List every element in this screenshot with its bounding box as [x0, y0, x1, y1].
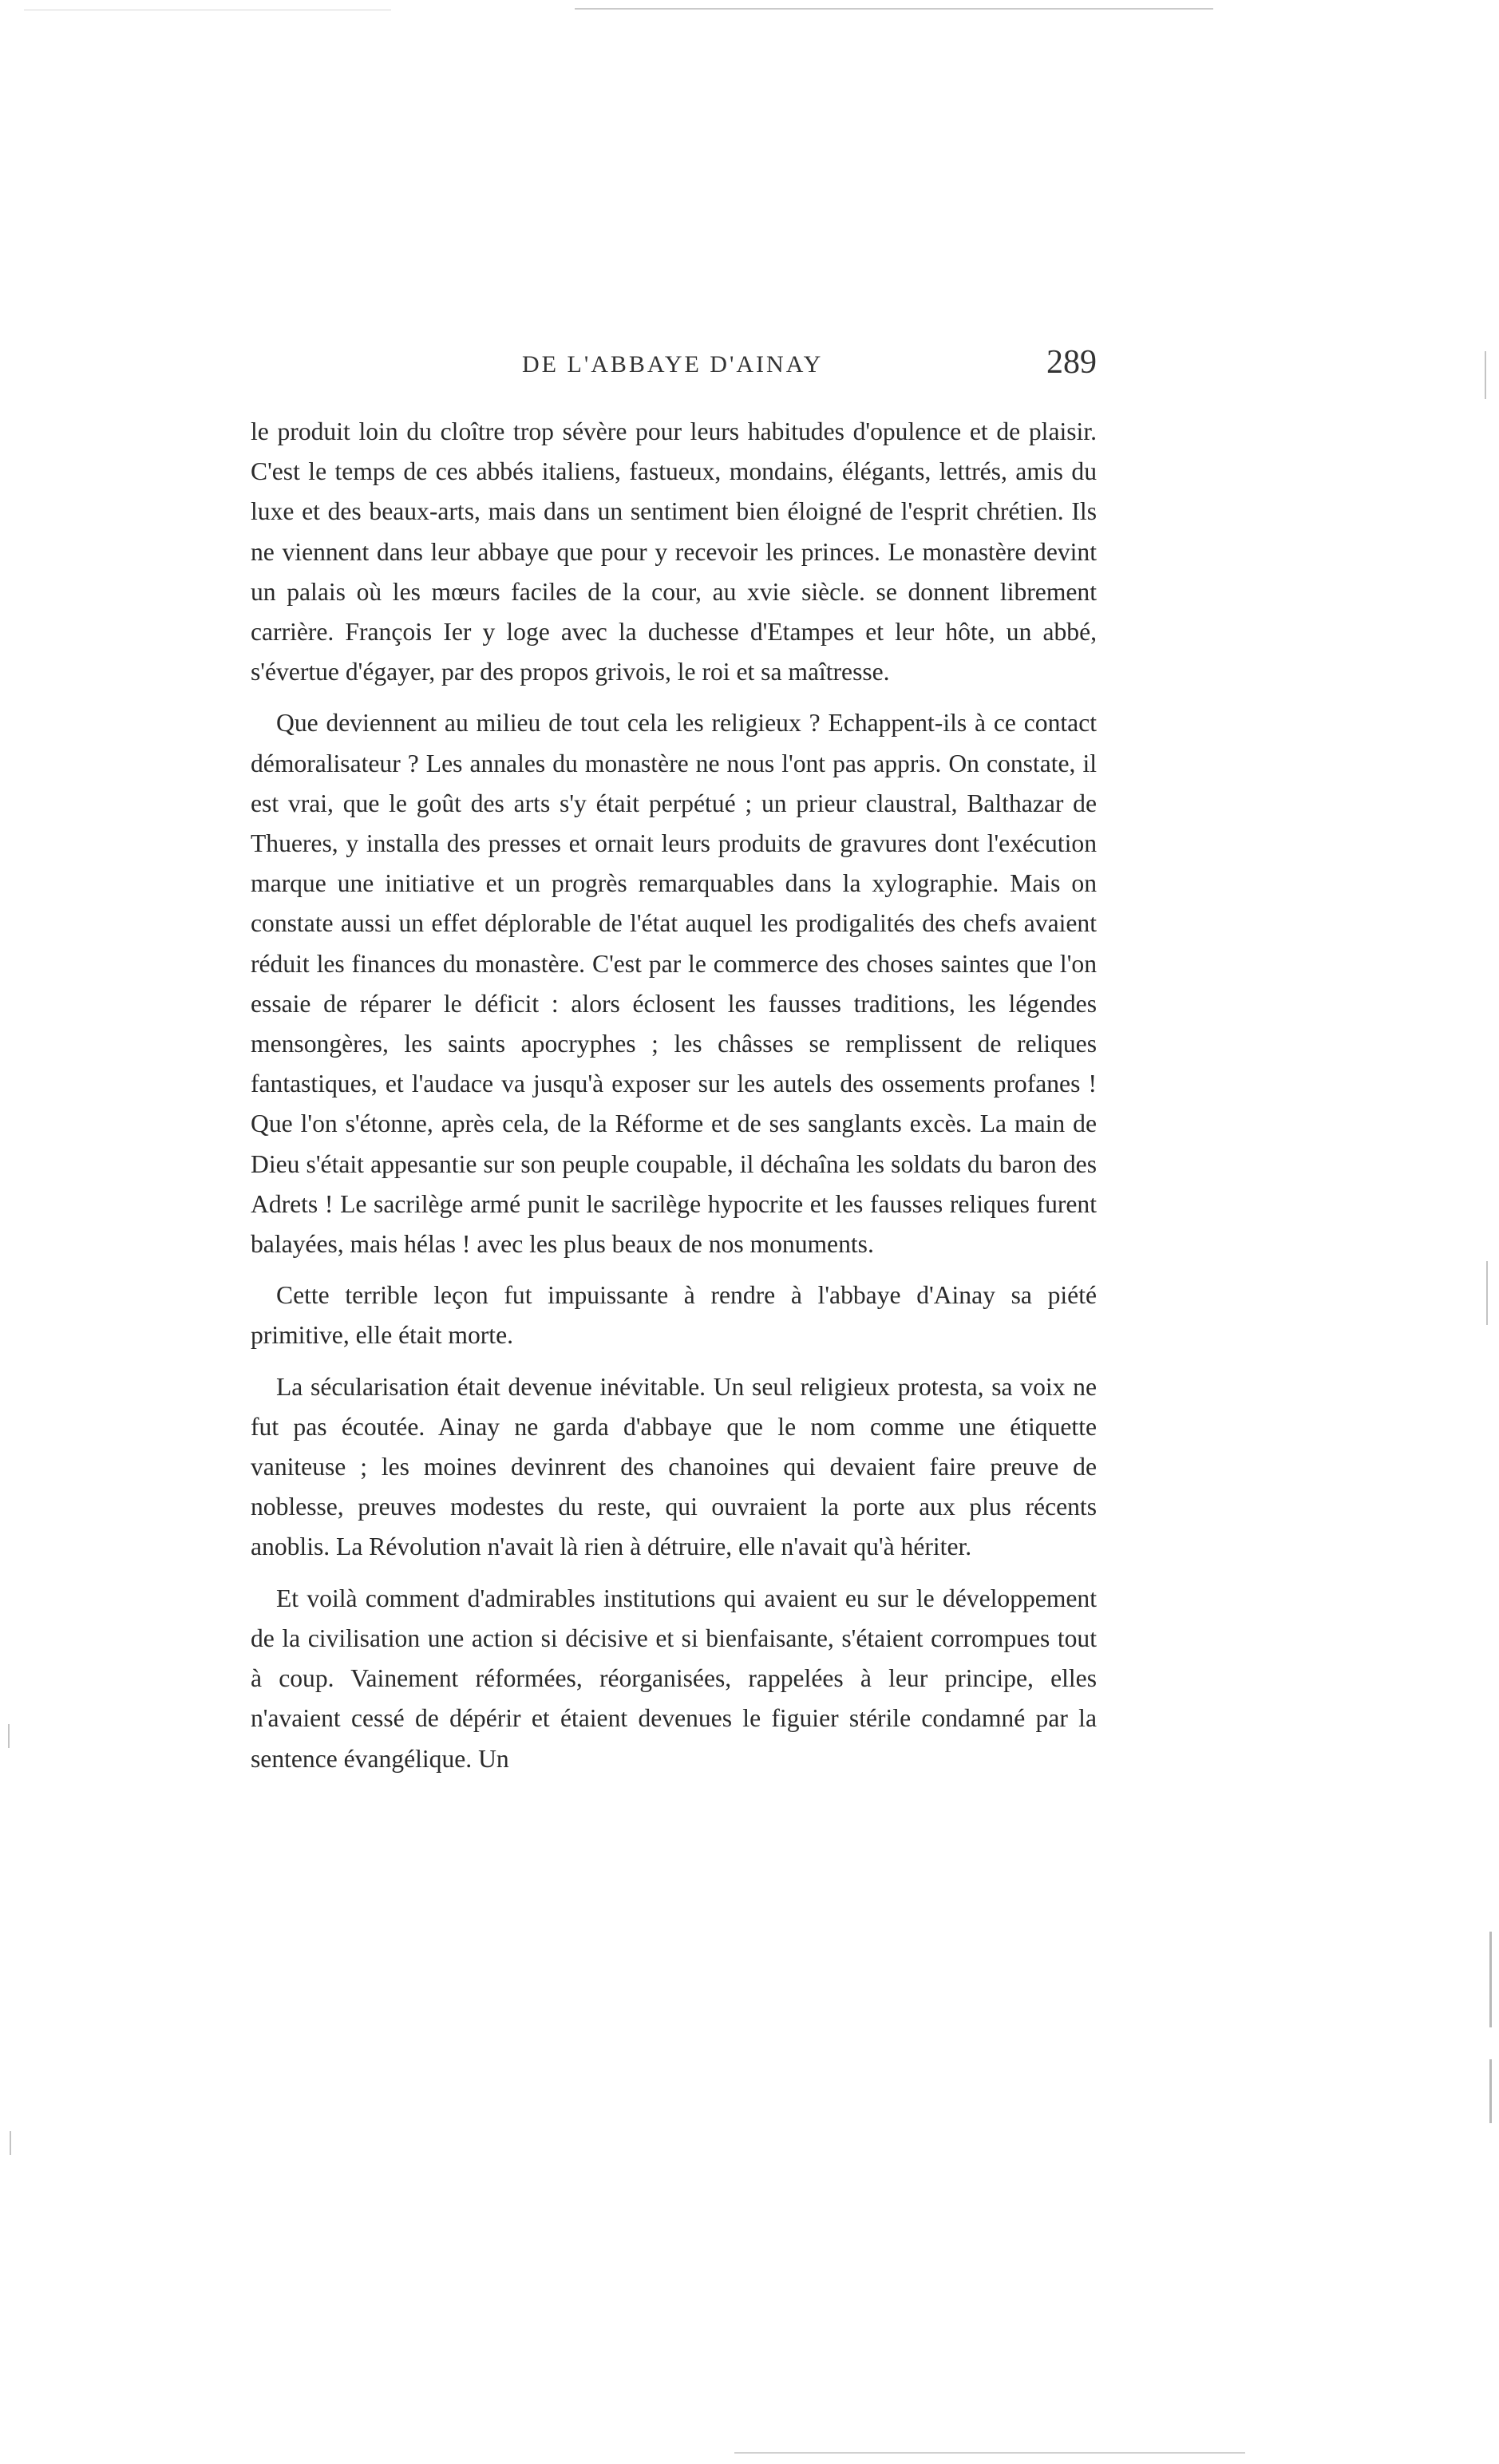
running-title: DE L'ABBAYE D'AINAY	[522, 351, 824, 378]
scan-artifact-bottom	[734, 2452, 1245, 2454]
scan-artifact-right-2	[1486, 1261, 1488, 1325]
scan-artifact-right-3	[1489, 1932, 1492, 2027]
paragraph: Cette terrible leçon fut impuissante à rendre à l'abbaye d'Ainay sa piété primitive, elle était morte.	[251, 1281, 1097, 1350]
paragraph: Que deviennent au milieu de tout cela les religieux ? Echappent-ils à ce contact démoralisateur ? Les annales du monastère ne nous l'ont pas appris. On constate, il est vrai, que le goût des arts s'y était perpétué ; un prieur claustral, Balthazar de Thueres, y installa des presses et ornait leurs produits de gravures dont l'exécution marque une initiative et un progrès remarquables dans la xylographie. Mais on constate aussi un effet déplorable de l'état auquel les prodigalités des chefs avaient réduit les finances du monastère. C'est par le commerce des choses saintes que l'on essaie de réparer le déficit : alors éclosent les fausses traditions, les légendes mensongères, les saints apocryphes ; les châsses se remplissent de reliques fantastiques, et l'audace va jusqu'à exposer sur les autels des ossements profanes ! Que l'on s'étonne, après cela, de la Réforme et de ses sanglants excès. La main de Dieu s'était appesantie sur son peuple coupable, il déchaîna les soldats du baron des Adrets ! Le sacrilège armé punit le sacrilège hypocrite et les fausses reliques furent balayées, mais hélas ! avec les plus beaux de nos monuments.	[251, 709, 1097, 1259]
page-number: 289	[1046, 344, 1097, 381]
scan-artifact-left-2	[10, 2131, 11, 2155]
paragraph: Et voilà comment d'admirables institutions qui avaient eu sur le développement de la civilisation une action si décisive et si bienfaisante, s'étaient corrompues tout à coup. Vainement réformées, réorganisées, rappelées à leur principe, elles n'avaient cessé de dépérir et étaient devenues le figuier stérile condamné par la sentence évangélique. Un	[251, 1584, 1097, 1773]
scan-artifact-top	[575, 8, 1213, 10]
page-header	[251, 343, 1097, 391]
scan-artifact-right-4	[1489, 2059, 1492, 2123]
paragraph: le produit loin du cloître trop sévère pour leurs habitudes d'opulence et de plaisir. C'est le temps de ces abbés italiens, fastueux, mondains, élégants, lettrés, amis du luxe et des beaux-arts, mais dans un sentiment bien éloigné de l'esprit chrétien. Ils ne viennent dans leur abbaye que pour y recevoir les princes. Le monastère devint un palais où les mœurs faciles de la cour, au xvie siècle. se donnent librement carrière. François Ier y loge avec la duchesse d'Etampes et leur hôte, un abbé, s'évertue d'égayer, par des propos grivois, le roi et sa maîtresse.	[251, 417, 1097, 686]
scan-artifact-right-1	[1485, 351, 1486, 399]
scan-artifact-left-1	[8, 1724, 10, 1748]
body-text	[251, 412, 1097, 1779]
paragraph: La sécularisation était devenue inévitable. Un seul religieux protesta, sa voix ne fut pas écoutée. Ainay ne garda d'abbaye que le nom comme une étiquette vaniteuse ; les moines devinrent des chanoines qui devaient faire preuve de noblesse, preuves modestes du reste, qui ouvraient la porte aux plus récents anoblis. La Révolution n'avait là rien à détruire, elle n'avait qu'à hériter.	[251, 1372, 1097, 1561]
